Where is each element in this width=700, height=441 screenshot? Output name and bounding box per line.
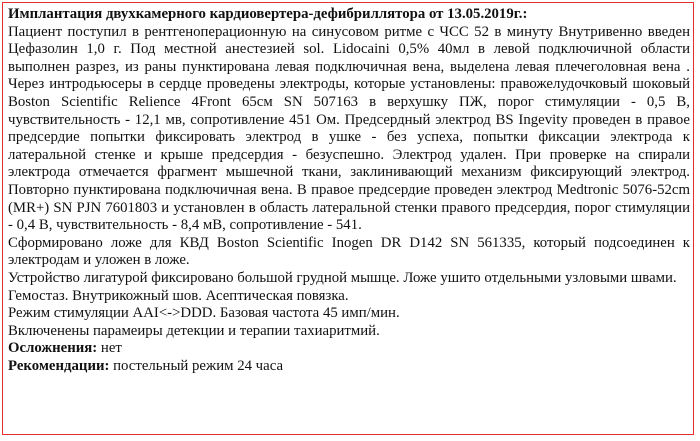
complications-value: нет (97, 340, 122, 357)
hemostasis-paragraph: Гемостаз. Внутрикожный шов. Асептическая повязка. (8, 287, 349, 304)
complications-line (8, 340, 690, 358)
fixation-paragraph: Устройство лигатурой фиксировано большой грудной мышце. Ложе ушито отдельными узловыми швами. (8, 269, 677, 286)
recommendations-line (8, 358, 690, 376)
detection-paragraph: Включенены парамеиры детекции и терапии тахиаритмий. (8, 322, 380, 339)
complications-label: Осложнения: (8, 340, 98, 357)
document-frame (2, 2, 694, 435)
device-pocket-paragraph: Сформировано ложе для КВД Boston Scientific Inogen DR D142 SN 561335, который подсоединен к электродам и уложен в ложе. (8, 234, 690, 269)
pacing-mode-paragraph: Режим стимуляции AAI<->DDD. Базовая частота 45 имп/мин. (8, 305, 400, 322)
document-heading: Имплантация двухкамерного кардиовертера-дефибриллятора от 13.05.2019г.: (8, 6, 528, 22)
recommendations-value: постельный режим 24 часа (109, 357, 284, 374)
document-body (8, 6, 690, 375)
procedure-paragraph: Пациент поступил в рентгеноперационную на синусовом ритме с ЧСС 52 в минуту Внутривенно введен Цефазолин 1,0 г. Под местной анестезией sol. Lidocaini 0,5% 40мл в левой подключичной области выполнен разрез, из раны пунктирована левая подключичная вена, выделена левая плечеголовная вена . Через интродьюсеры в сердце проведены электроды, которые установлены: правожелудочковый шоковый Boston Scientific Relience 4Front 65см SN 507163 в верхушку ПЖ, порог стимуляции - 0,5 В, чувствительность - 12,1 мв, сопротивление 451 Ом. Предсердный электрод BS Ingevity проведен в правое предсердие попытки фиксировать электрод в ушке - без успеха, попытки фиксации электрода к латеральной стенке и крыше предсердия - безуспешно. Электрод удален. При проверке на спирали электрода отмечается фрагмент мышечной ткани, заклинивающий механизм фиксирующий электрод. Повторно пунктирована подключичная вена. В правое предсердие проведен электрод Medtronic 5076-52cm (MR+) SN PJN 7601803 и установлен в область латеральной стенки правого предсердия, порог стимуляции - 0,4 В, чувствительность - 8,4 мВ, сопротивление - 541. (8, 23, 690, 234)
recommendations-label: Рекомендации: (8, 357, 110, 374)
